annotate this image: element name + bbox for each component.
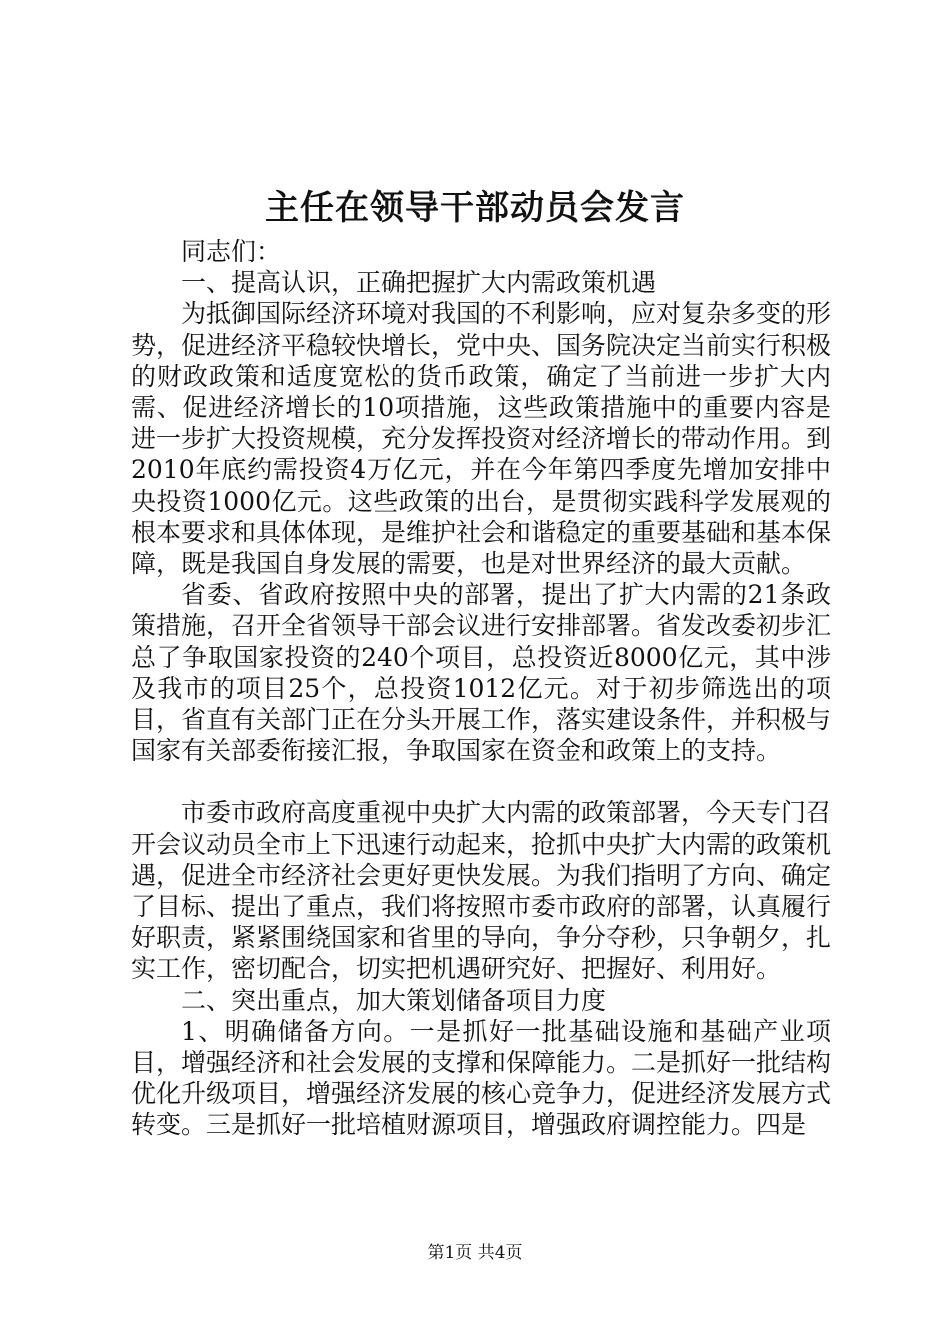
page-footer — [0, 1241, 950, 1265]
section-heading-2: 二、突出重点，加大策划储备项目力度 — [181, 985, 607, 1015]
document-body — [131, 236, 831, 1141]
body-paragraph: 市委市政府高度重视中央扩大内需的政策部署，今天专门召开会议动员全市上下迅速行动起来，抢抓中央扩大内需的政策机遇，促进全市经济社会更好更快发展。为我们指明了方向、确定了目标、提出了重点，我们将按照市委市政府的部署，认真履行好职责，紧紧围绕国家和省里的导向，争分夺秒，只争朝夕，扎实工作，密切配合，切实把机遇研究好、把握好、利用好。 — [131, 798, 832, 984]
section-heading-1: 一、提高认识，正确把握扩大内需政策机遇 — [181, 268, 657, 298]
body-paragraph: 为抵御国际经济环境对我国的不利影响，应对复杂多变的形势，促进经济平稳较快增长，党中央、国务院决定当前实行积极的财政政策和适度宽松的货币政策，确定了当前进一步扩大内需、促进经济增长的10项措施，这些政策措施中的重要内容是进一步扩大投资规模，充分发挥投资对经济增长的带动作用。到2010年底约需投资4万亿元，并在今年第四季度先增加安排中央投资1000亿元。这些政策的出台，是贯彻实践科学发展观的根本要求和具体体现，是维护社会和谐稳定的重要基础和基本保障，既是我国自身发展的需要，也是对世界经济的最大贡献。 — [131, 299, 832, 579]
body-paragraph: 省委、省政府按照中央的部署，提出了扩大内需的21条政策措施，召开全省领导干部会议进行安排部署。省发改委初步汇总了争取国家投资的240个项目，总投资近8000亿元，其中涉及我市的项目25个，总投资1012亿元。对于初步筛选出的项目，省直有关部门正在分头开展工作，落实建设条件，并积极与国家有关部委衔接汇报，争取国家在资金和政策上的支持。 — [131, 580, 832, 766]
page-number-label: 第1页 共4页 — [427, 1243, 523, 1263]
body-paragraph: 1、明确储备方向。一是抓好一批基础设施和基础产业项目，增强经济和社会发展的支撑和保障能力。二是抓好一批结构优化升级项目，增强经济发展的核心竞争力，促进经济发展方式转变。三是抓好一批培植财源项目，增强政府调控能力。四是 — [131, 1016, 832, 1140]
document-title: 主任在领导干部动员会发言 — [265, 188, 685, 228]
salutation-paragraph: 同志们： — [181, 237, 282, 266]
